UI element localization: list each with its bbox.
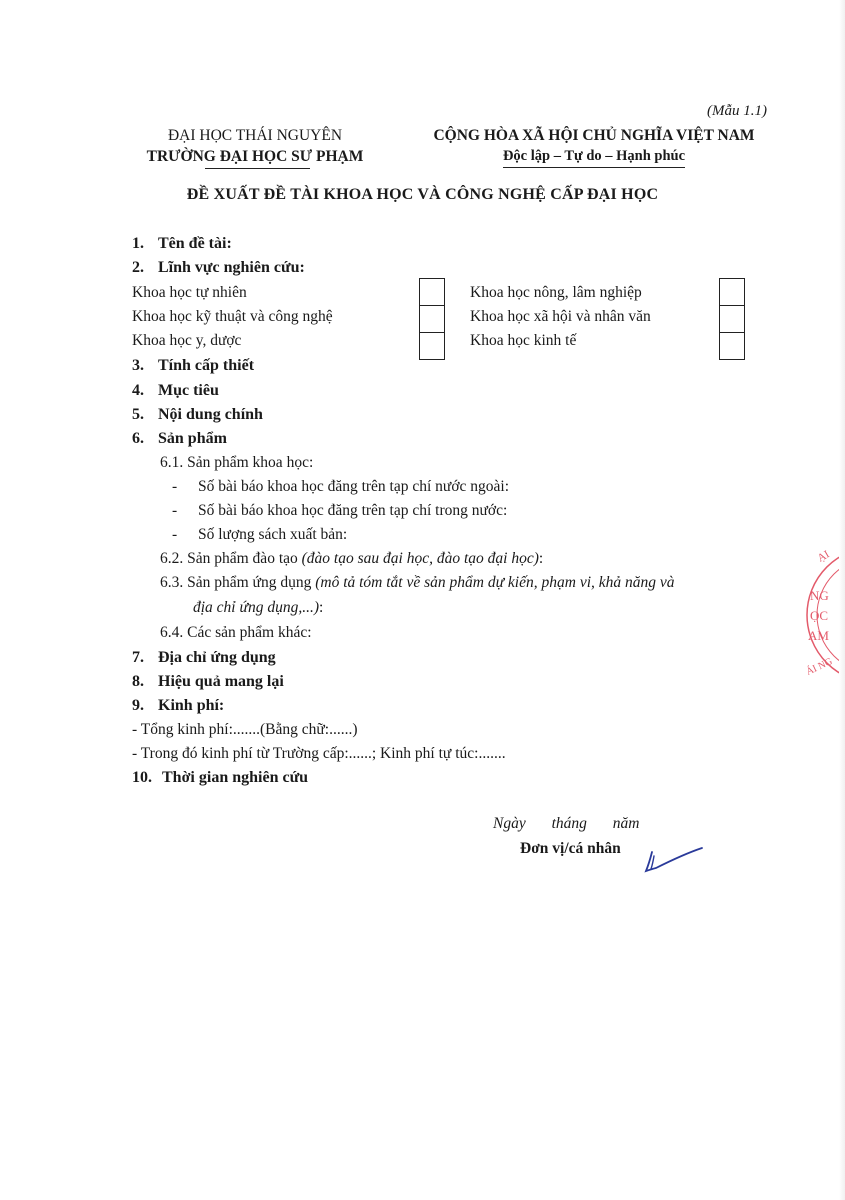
field-agriculture: Khoa học nông, lâm nghiệp [470, 284, 642, 301]
checkbox-engineering[interactable] [419, 306, 445, 333]
product-6-2-note: (đào tạo sau đại học, đào tạo đại học) [301, 550, 539, 567]
section-9-number: 9. [132, 697, 144, 714]
product-6-3-cont [193, 599, 323, 617]
bullet-domestic-articles: - Số bài báo khoa học đăng trên tạp chí trong nước: [172, 502, 508, 519]
section-3-number: 3. [132, 357, 144, 374]
scan-edge [839, 0, 845, 1200]
section-10-number: 10. [132, 769, 152, 786]
product-6-2 [160, 550, 543, 568]
svg-text:ỌC: ỌC [810, 608, 829, 623]
bullet-foreign-articles: - Số bài báo khoa học đăng trên tạp chí nước ngoài: [172, 478, 510, 495]
motto-text: Độc lập – Tự do – Hạnh phúc [503, 148, 685, 168]
section-2-label: Lĩnh vực nghiên cứu: [158, 259, 305, 276]
signature-unit: Đơn vị/cá nhân [520, 840, 621, 857]
svg-text:ẠM: ẠM [808, 628, 829, 643]
svg-text:ÁI NG: ÁI NG [804, 656, 835, 678]
section-4 [132, 382, 219, 400]
field-social-science: Khoa học xã hội và nhân văn [470, 308, 651, 325]
section-3-label: Tính cấp thiết [158, 357, 255, 374]
section-5 [132, 406, 263, 424]
field-economics: Khoa học kinh tế [470, 332, 577, 349]
svg-text:NG: NG [810, 588, 829, 603]
bullet-books-text: Số lượng sách xuất bản: [198, 526, 348, 543]
product-6-3-note-line1: (mô tả tóm tắt về sản phẩm dự kiến, phạm vi, khả năng và [315, 574, 675, 591]
checkbox-agriculture[interactable] [719, 278, 745, 306]
product-6-2-end: : [538, 550, 544, 567]
section-1-label: Tên đề tài: [158, 235, 232, 252]
field-engineering: Khoa học kỹ thuật và công nghệ [132, 308, 333, 325]
section-10-label: Thời gian nghiên cứu [162, 769, 309, 786]
section-8-label: Hiệu quả mang lại [158, 673, 284, 690]
section-2-number: 2. [132, 259, 144, 276]
section-6-number: 6. [132, 430, 144, 447]
motto [413, 148, 775, 168]
section-6-label: Sản phẩm [158, 430, 227, 447]
section-1-number: 1. [132, 235, 144, 252]
school-name [140, 148, 370, 166]
bullet-books: - Số lượng sách xuất bản: [172, 526, 348, 543]
school-underline [205, 168, 310, 169]
product-6-1: 6.1. Sản phẩm khoa học: [160, 454, 314, 471]
product-6-3 [160, 574, 675, 592]
product-6-3-label: 6.3. Sản phẩm ứng dụng [160, 574, 316, 591]
field-natural-science: Khoa học tự nhiên [132, 284, 247, 301]
section-5-number: 5. [132, 406, 144, 423]
signature-date: Ngày tháng năm [493, 815, 640, 832]
section-5-label: Nội dung chính [158, 406, 263, 423]
section-8-number: 8. [132, 673, 144, 690]
section-9-label: Kinh phí: [158, 697, 225, 714]
checkbox-medicine[interactable] [419, 333, 445, 360]
university-name: ĐẠI HỌC THÁI NGUYÊN [167, 127, 343, 144]
section-3 [132, 357, 254, 375]
section-7 [132, 649, 276, 667]
section-10 [132, 769, 308, 787]
form-code: (Mẫu 1.1) [707, 103, 767, 119]
budget-breakdown: - Trong đó kinh phí từ Trường cấp:......; Kinh phí tự túc:....... [132, 745, 506, 762]
section-9 [132, 697, 224, 715]
section-1 [132, 235, 232, 253]
budget-total: - Tổng kinh phí:.......(Bằng chữ:......) [132, 721, 358, 738]
section-7-label: Địa chỉ ứng dụng [158, 649, 276, 666]
bullet-foreign-articles-text: Số bài báo khoa học đăng trên tạp chí nước ngoài: [198, 478, 510, 495]
svg-text:ẠI: ẠI [815, 548, 832, 565]
school-name-text: TRƯỜNG ĐẠI HỌC SƯ PHẠM [146, 148, 364, 165]
document-title: ĐỀ XUẤT ĐỀ TÀI KHOA HỌC VÀ CÔNG NGHỆ CẤP ĐẠI HỌC [186, 186, 659, 203]
section-8 [132, 673, 284, 691]
section-2 [132, 259, 305, 277]
bullet-domestic-articles-text: Số bài báo khoa học đăng trên tạp chí trong nước: [198, 502, 508, 519]
section-4-label: Mục tiêu [158, 382, 219, 399]
checkbox-economics[interactable] [719, 333, 745, 360]
section-7-number: 7. [132, 649, 144, 666]
checkbox-social-science[interactable] [719, 306, 745, 333]
product-6-3-note-line2: địa chỉ ứng dụng,...) [193, 599, 319, 616]
product-6-4: 6.4. Các sản phẩm khác: [160, 624, 312, 641]
republic-name: CỘNG HÒA XÃ HỘI CHỦ NGHĨA VIỆT NAM [433, 127, 755, 144]
product-6-2-label: 6.2. Sản phẩm đào tạo [160, 550, 302, 567]
section-6 [132, 430, 227, 448]
checkbox-natural-science[interactable] [419, 278, 445, 306]
section-4-number: 4. [132, 382, 144, 399]
product-6-3-end: : [318, 599, 324, 616]
field-medicine: Khoa học y, dược [132, 332, 242, 349]
handwritten-signature-icon [640, 838, 710, 878]
